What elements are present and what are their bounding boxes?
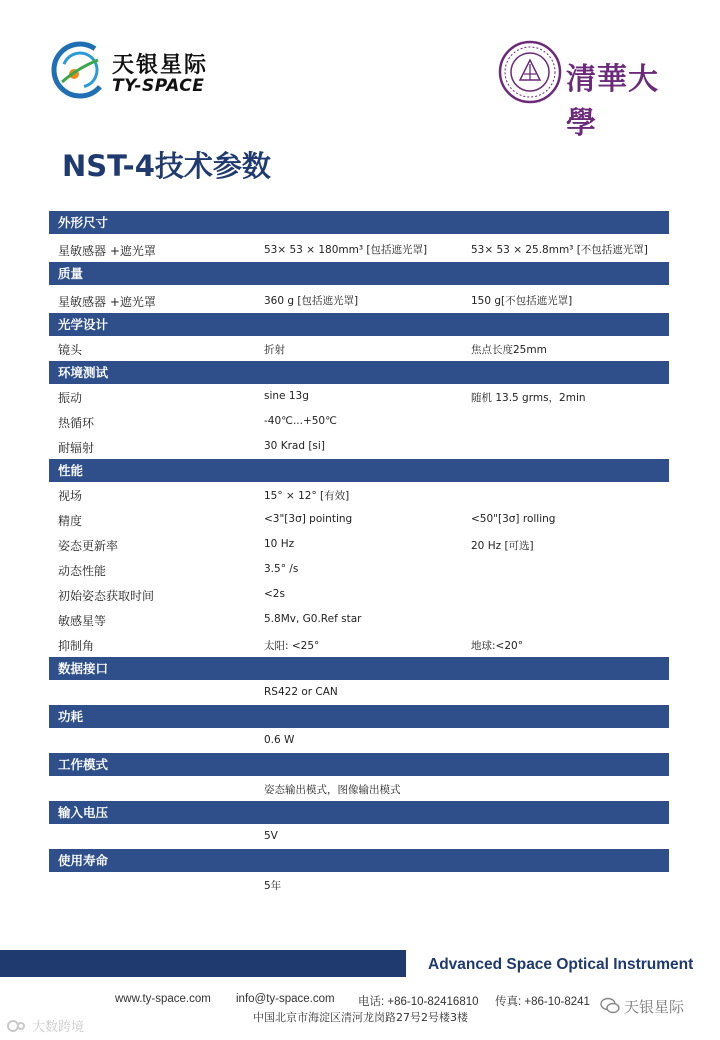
spec-row (49, 776, 669, 801)
param-name: 抑制角 (58, 639, 95, 653)
watermark-logo-icon (6, 1019, 28, 1037)
fax-number: 传真: +86-10-8241 (495, 996, 590, 1008)
param-value: <2s (264, 588, 285, 600)
section-header: 环境测试 (49, 361, 669, 384)
param-name: 精度 (58, 514, 83, 528)
university-name: 清華大學 (566, 62, 659, 141)
spec-row (49, 482, 669, 507)
ty-space-orbit-icon (48, 38, 112, 102)
param-value: 太阳: <25° (264, 640, 320, 652)
wechat-icon (600, 997, 620, 1019)
spec-row (49, 632, 669, 657)
spec-row (49, 336, 669, 361)
spec-row (49, 680, 669, 705)
param-value: 30 Krad [si] (264, 440, 325, 452)
param-value-alt: 焦点长度25mm (471, 344, 547, 356)
param-value: sine 13g (264, 390, 309, 402)
spec-row (49, 872, 669, 897)
param-value: 5.8Mv, G0.Ref star (264, 613, 362, 625)
param-name: 镜头 (58, 343, 83, 357)
spec-table (49, 211, 669, 897)
section-header: 使用寿命 (49, 849, 669, 872)
param-value-alt: 随机 13.5 grms，2min (471, 392, 586, 404)
param-value-alt: 地球:<20° (471, 640, 523, 652)
param-name: 热循环 (58, 416, 95, 430)
param-name: 星敏感器 +遮光罩 (58, 244, 156, 258)
ty-space-logo (48, 34, 218, 108)
section-header: 外形尺寸 (49, 211, 669, 234)
watermark-left (6, 1016, 84, 1037)
section-header: 工作模式 (49, 753, 669, 776)
param-value: RS422 or CAN (264, 686, 338, 698)
section-header: 数据接口 (49, 657, 669, 680)
param-value: 53× 53 × 180mm³ [包括遮光罩] (264, 244, 428, 256)
param-name: 动态性能 (58, 564, 107, 578)
watermark-right-text: 天银星际 (624, 998, 685, 1016)
spec-row (49, 557, 669, 582)
param-value: 姿态输出模式，图像输出模式 (264, 784, 401, 796)
company-name-en: TY-SPACE (112, 76, 205, 96)
param-name: 星敏感器 +遮光罩 (58, 295, 156, 309)
watermark-right (600, 996, 684, 1019)
param-name: 视场 (58, 489, 83, 503)
watermark-left-text: 大数跨境 (32, 1020, 85, 1035)
param-value: 0.6 W (264, 734, 295, 746)
param-name: 初始姿态获取时间 (58, 589, 155, 603)
footer-bar (0, 950, 406, 977)
section-header: 功耗 (49, 705, 669, 728)
param-value: -40℃...+50℃ (264, 415, 337, 427)
spec-row (49, 384, 669, 409)
spec-row (49, 234, 669, 262)
address: 中国北京市海淀区清河龙岗路27号2号楼3楼 (253, 1011, 468, 1024)
spec-row (49, 728, 669, 753)
phone-number: 电话: +86-10-82416810 (358, 996, 479, 1008)
param-name: 姿态更新率 (58, 539, 119, 553)
spec-row (49, 607, 669, 632)
spec-row (49, 532, 669, 557)
section-header: 输入电压 (49, 801, 669, 824)
spec-row (49, 824, 669, 849)
param-value: 5年 (264, 880, 282, 892)
tsinghua-seal-icon (498, 40, 562, 104)
email-link[interactable]: info@ty-space.com (236, 993, 335, 1005)
param-value-alt: <50"[3σ] rolling (471, 513, 556, 525)
param-value-alt: 53× 53 × 25.8mm³ [不包括遮光罩] (471, 244, 648, 256)
param-value-alt: 20 Hz [可选] (471, 540, 534, 552)
param-name: 敏感星等 (58, 614, 107, 628)
page-title: NST-4技术参数 (62, 149, 271, 183)
param-name: 振动 (58, 391, 83, 405)
param-value: 5V (264, 830, 278, 842)
tsinghua-logo (498, 40, 678, 141)
company-name-cn: 天银星际 (112, 53, 209, 78)
spec-row (49, 434, 669, 459)
param-value: <3"[3σ] pointing (264, 513, 353, 525)
param-value-alt: 150 g[不包括遮光罩] (471, 295, 573, 307)
param-value: 10 Hz (264, 538, 295, 550)
param-name: 耐辐射 (58, 441, 95, 455)
section-header: 质量 (49, 262, 669, 285)
section-header: 性能 (49, 459, 669, 482)
website-link[interactable]: www.ty-space.com (115, 993, 211, 1005)
param-value: 360 g [包括遮光罩] (264, 295, 359, 307)
spec-row (49, 582, 669, 607)
spec-row (49, 409, 669, 434)
param-value: 折射 (264, 344, 285, 356)
spec-row (49, 285, 669, 313)
param-value: 15° × 12° [有效] (264, 490, 350, 502)
section-header: 光学设计 (49, 313, 669, 336)
spec-row (49, 507, 669, 532)
footer-tagline: Advanced Space Optical Instrument (428, 956, 694, 973)
param-value: 3.5° /s (264, 563, 299, 575)
